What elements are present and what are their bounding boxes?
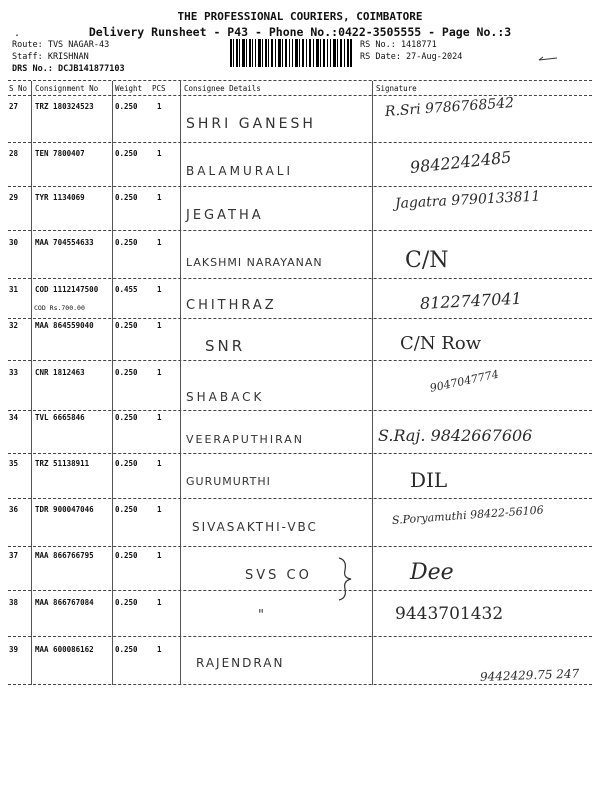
row-signature-handwriting: 8122747041 bbox=[419, 288, 523, 313]
row-consignment-no: TEN 7800407 bbox=[35, 149, 85, 158]
row-weight: 0.250 bbox=[115, 321, 138, 330]
row-signature-handwriting: R.Sri 9786768542 bbox=[384, 95, 515, 120]
row-consignment-no: TRZ 180324523 bbox=[35, 102, 94, 111]
row-divider bbox=[8, 186, 592, 187]
row-consignment-no: COD 1112147500 bbox=[35, 285, 99, 294]
row-weight: 0.250 bbox=[115, 193, 138, 202]
col-weight-header: Weight bbox=[115, 84, 143, 93]
pen-mark-arrow bbox=[538, 56, 558, 62]
row-consignment-no: MAA 864559040 bbox=[35, 321, 94, 330]
drs-number: DRS No.: DCJB141877103 bbox=[12, 64, 125, 74]
row-sno: 27 bbox=[9, 102, 19, 111]
row-pcs: 1 bbox=[157, 505, 162, 514]
row-consignee-handwriting: BALAMURALI bbox=[186, 164, 294, 178]
row-divider bbox=[8, 360, 592, 361]
row-sno: 30 bbox=[9, 238, 19, 247]
col-sno-header: S No bbox=[9, 84, 28, 93]
row-consignee-handwriting: LAKSHMI NARAYANAN bbox=[186, 256, 323, 269]
row-weight: 0.250 bbox=[115, 413, 138, 422]
row-weight: 0.250 bbox=[115, 459, 138, 468]
row-pcs: 1 bbox=[157, 551, 162, 560]
row-consignment-no: MAA 866766795 bbox=[35, 551, 94, 560]
row-divider bbox=[8, 590, 592, 591]
row-sno: 38 bbox=[9, 598, 19, 607]
row-pcs: 1 bbox=[157, 598, 162, 607]
route-label: Route: TVS NAGAR-43 bbox=[12, 40, 110, 50]
row-consignee-handwriting: GURUMURTHI bbox=[186, 475, 271, 488]
row-consignee-handwriting: SHRI GANESH bbox=[186, 116, 316, 132]
row-divider bbox=[8, 410, 592, 411]
header-top-rule bbox=[8, 80, 592, 81]
row-signature-handwriting: S.Raj. 9842667606 bbox=[378, 426, 533, 445]
row-consignment-no: TYR 1134069 bbox=[35, 193, 85, 202]
row-pcs: 1 bbox=[157, 645, 162, 654]
row-signature-handwriting: DIL bbox=[410, 468, 448, 492]
row-pcs: 1 bbox=[157, 238, 162, 247]
row-weight: 0.250 bbox=[115, 505, 138, 514]
row-divider bbox=[8, 498, 592, 499]
row-consignment-no: TDR 900047046 bbox=[35, 505, 94, 514]
row-consignee-handwriting: JEGATHA bbox=[186, 208, 264, 223]
col-consignment-header: Consignment No bbox=[35, 84, 99, 93]
rs-number: RS No.: 1418771 bbox=[360, 40, 437, 50]
row-sno: 37 bbox=[9, 551, 19, 560]
tick-mark: . bbox=[14, 28, 21, 39]
staff-label: Staff: KRISHNAN bbox=[12, 52, 89, 62]
row-divider bbox=[8, 453, 592, 454]
row-sno: 32 bbox=[9, 321, 19, 330]
row-divider bbox=[8, 636, 592, 637]
brace-mark bbox=[335, 556, 355, 602]
row-pcs: 1 bbox=[157, 368, 162, 377]
col-signature-header: Signature bbox=[376, 84, 417, 93]
row-sno: 28 bbox=[9, 149, 19, 158]
row-sno: 34 bbox=[9, 413, 19, 422]
row-divider bbox=[8, 318, 592, 319]
runsheet-subtitle: Delivery Runsheet - P43 - Phone No.:0422-3505555 - Page No.:3 bbox=[88, 25, 512, 39]
row-weight: 0.250 bbox=[115, 645, 138, 654]
row-weight: 0.455 bbox=[115, 285, 138, 294]
col-consignee-header: Consignee Details bbox=[184, 84, 261, 93]
row-pcs: 1 bbox=[157, 285, 162, 294]
row-divider bbox=[8, 278, 592, 279]
row-consignment-no: TVL 6665846 bbox=[35, 413, 85, 422]
row-sno: 36 bbox=[9, 505, 19, 514]
row-weight: 0.250 bbox=[115, 149, 138, 158]
row-signature-handwriting: Dee bbox=[410, 560, 454, 585]
row-signature-handwriting: C/N bbox=[405, 248, 449, 273]
row-signature-handwriting: 9842242485 bbox=[409, 147, 513, 177]
row-consignee-handwriting: SHABACK bbox=[186, 390, 265, 404]
row-pcs: 1 bbox=[157, 149, 162, 158]
row-sno: 31 bbox=[9, 285, 19, 294]
row-consignment-no: CNR 1812463 bbox=[35, 368, 85, 377]
row-cod-amount: COD Rs.700.00 bbox=[34, 304, 85, 312]
row-signature-handwriting: C/N Row bbox=[400, 333, 482, 354]
row-divider bbox=[8, 230, 592, 231]
row-consignment-no: TRZ 51138911 bbox=[35, 459, 90, 468]
col-divider bbox=[112, 81, 113, 685]
row-consignee-handwriting: CHITHRAZ bbox=[186, 298, 277, 313]
row-weight: 0.250 bbox=[115, 102, 138, 111]
row-consignee-handwriting: SVS CO bbox=[245, 568, 312, 583]
row-weight: 0.250 bbox=[115, 551, 138, 560]
row-signature-handwriting: 9047047774 bbox=[428, 367, 500, 395]
row-consignment-no: MAA 600086162 bbox=[35, 645, 94, 654]
row-pcs: 1 bbox=[157, 102, 162, 111]
row-consignee-handwriting: SIVASAKTHI-VBC bbox=[192, 520, 318, 534]
row-divider bbox=[8, 684, 592, 685]
row-weight: 0.250 bbox=[115, 598, 138, 607]
col-pcs-header: PCS bbox=[152, 84, 166, 93]
col-divider bbox=[372, 81, 373, 685]
barcode-graphic bbox=[230, 39, 352, 67]
row-consignee-handwriting: " bbox=[258, 608, 267, 623]
row-consignee-handwriting: VEERAPUTHIRAN bbox=[186, 433, 305, 446]
col-divider bbox=[31, 81, 32, 685]
row-sno: 39 bbox=[9, 645, 19, 654]
row-consignee-handwriting: SNR bbox=[205, 337, 246, 355]
row-sno: 33 bbox=[9, 368, 19, 377]
row-sno: 29 bbox=[9, 193, 19, 202]
row-pcs: 1 bbox=[157, 321, 162, 330]
row-signature-handwriting: S.Poryamuthi 98422-56106 bbox=[391, 503, 545, 527]
row-divider bbox=[8, 546, 592, 547]
row-weight: 0.250 bbox=[115, 368, 138, 377]
row-consignee-handwriting: RAJENDRAN bbox=[196, 656, 285, 670]
row-pcs: 1 bbox=[157, 413, 162, 422]
row-signature-handwriting: Jagatra 9790133811 bbox=[394, 188, 541, 212]
row-weight: 0.250 bbox=[115, 238, 138, 247]
col-divider bbox=[180, 81, 181, 685]
rs-date: RS Date: 27-Aug-2024 bbox=[360, 52, 463, 62]
row-pcs: 1 bbox=[157, 193, 162, 202]
row-divider bbox=[8, 142, 592, 143]
row-consignment-no: MAA 704554633 bbox=[35, 238, 94, 247]
row-pcs: 1 bbox=[157, 459, 162, 468]
company-title: THE PROFESSIONAL COURIERS, COIMBATORE bbox=[177, 10, 423, 23]
row-signature-handwriting: 9443701432 bbox=[395, 604, 504, 624]
row-signature-handwriting: 9442429.75 247 bbox=[479, 666, 580, 684]
row-consignment-no: MAA 866767084 bbox=[35, 598, 94, 607]
row-sno: 35 bbox=[9, 459, 19, 468]
